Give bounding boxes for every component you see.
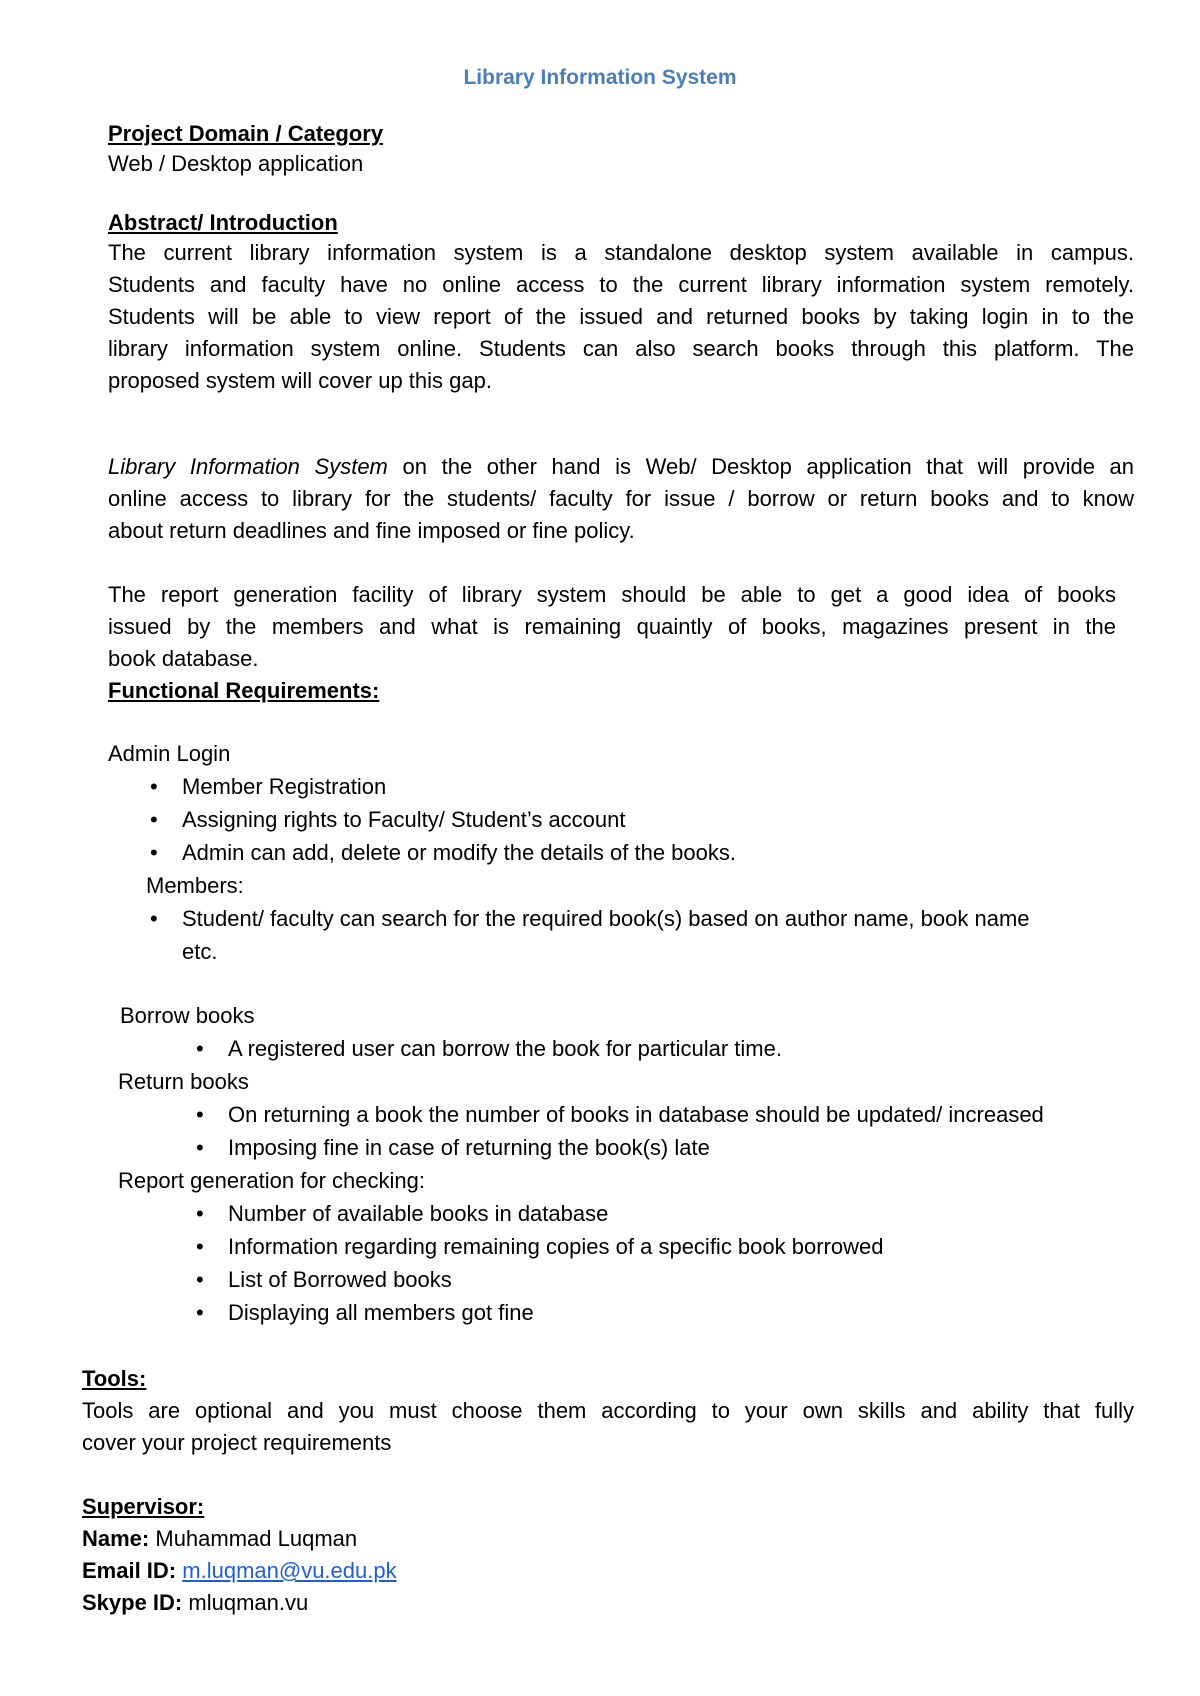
abstract-p2-rest: on the other hand is Web/ Desktop application that will provide an: [387, 454, 1135, 479]
bullet-icon: •: [150, 774, 158, 799]
abstract-p3-line: book database.: [108, 646, 259, 671]
bullet-icon: •: [196, 1135, 204, 1160]
admin-item: Member Registration: [182, 774, 387, 799]
supervisor-name: [82, 1526, 357, 1552]
abstract-p1-line: proposed system will cover up this gap.: [108, 368, 492, 393]
report-item: Displaying all members got fine: [228, 1300, 534, 1325]
admin-login-label: Admin Login: [108, 741, 231, 766]
members-item-line: Student/ faculty can search for the required book(s) based on author name, book name: [182, 906, 1030, 931]
abstract-p2-italic: Library Information System: [108, 454, 388, 479]
members-item-line: etc.: [182, 939, 218, 964]
abstract-p1-line: Students and faculty have no online access to the current library information system remotely.: [108, 272, 1134, 297]
return-item: On returning a book the number of books in database should be updated/ increased: [228, 1102, 1044, 1127]
tools-heading: Tools:: [82, 1366, 147, 1391]
abstract-p2-line: about return deadlines and fine imposed or fine policy.: [108, 518, 635, 543]
supervisor-skype: [82, 1590, 308, 1616]
borrow-books-label: Borrow books: [120, 1003, 255, 1028]
abstract-p1-line: The current library information system is a standalone desktop system available in campus.: [108, 240, 1134, 265]
functional-heading: Functional Requirements:: [108, 678, 380, 703]
bullet-icon: •: [196, 1201, 204, 1226]
bullet-icon: •: [196, 1036, 204, 1061]
abstract-p1-line: Students will be able to view report of the issued and returned books by taking login in to the: [108, 304, 1134, 329]
abstract-heading: Abstract/ Introduction: [108, 210, 338, 235]
return-books-label: Return books: [118, 1069, 249, 1094]
report-item: List of Borrowed books: [228, 1267, 452, 1292]
project-domain-text: Web / Desktop application: [108, 151, 364, 176]
bullet-icon: •: [196, 1234, 204, 1259]
tools-line: Tools are optional and you must choose them according to your own skills and ability that fully: [82, 1398, 1134, 1423]
bullet-icon: •: [150, 840, 158, 865]
admin-item: Admin can add, delete or modify the details of the books.: [182, 840, 736, 865]
return-item: Imposing fine in case of returning the book(s) late: [228, 1135, 710, 1160]
admin-item: Assigning rights to Faculty/ Student’s account: [182, 807, 626, 832]
bullet-icon: •: [150, 807, 158, 832]
bullet-icon: •: [196, 1267, 204, 1292]
name-label: Name:: [82, 1526, 150, 1551]
email-link[interactable]: m.luqman@vu.edu.pk: [182, 1558, 397, 1583]
tools-line: cover your project requirements: [82, 1430, 392, 1455]
abstract-p2-line: [108, 454, 1134, 480]
supervisor-heading: Supervisor:: [82, 1494, 205, 1519]
borrow-item: A registered user can borrow the book for particular time.: [228, 1036, 782, 1061]
abstract-p3-line: issued by the members and what is remaining quaintly of books, magazines present in the: [108, 614, 1116, 639]
supervisor-email: [82, 1558, 397, 1584]
skype-value: mluqman.vu: [182, 1590, 309, 1615]
bullet-icon: •: [196, 1102, 204, 1127]
project-domain-heading: Project Domain / Category: [108, 121, 384, 146]
name-value: Muhammad Luqman: [149, 1526, 358, 1551]
bullet-icon: •: [196, 1300, 204, 1325]
email-label: Email ID:: [82, 1558, 177, 1583]
bullet-icon: •: [150, 906, 158, 931]
skype-label: Skype ID:: [82, 1590, 183, 1615]
abstract-p1-line: library information system online. Students can also search books through this platform. The: [108, 336, 1134, 361]
abstract-p3-line: The report generation facility of library system should be able to get a good idea of books: [108, 582, 1116, 607]
report-item: Number of available books in database: [228, 1201, 609, 1226]
abstract-p2-line: online access to library for the students/ faculty for issue / borrow or return books and to know: [108, 486, 1134, 511]
report-item: Information regarding remaining copies of a specific book borrowed: [228, 1234, 884, 1259]
members-label: Members:: [146, 873, 244, 898]
document-title: Library Information System: [463, 66, 737, 89]
report-generation-label: Report generation for checking:: [118, 1168, 425, 1193]
